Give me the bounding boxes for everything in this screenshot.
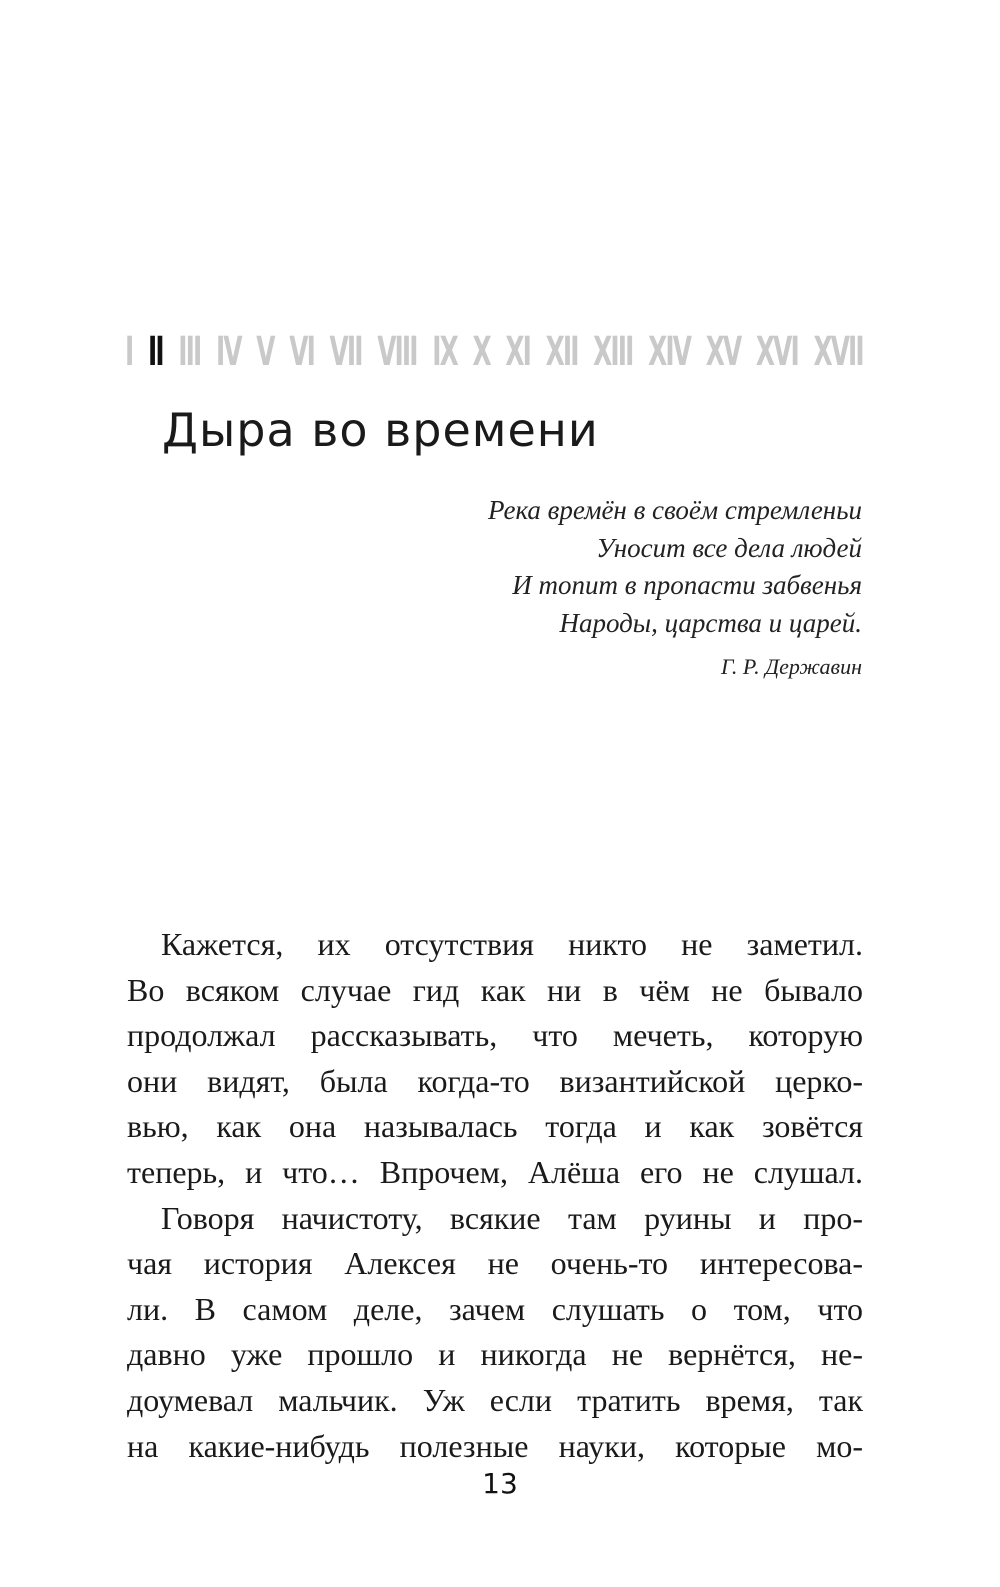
epigraph-line: Уносит все дела людей	[596, 532, 862, 563]
chapter-nav-item[interactable]: IX	[432, 329, 457, 375]
chapter-nav-item[interactable]: VIII	[377, 329, 417, 375]
text-line: вью, как она называлась тогда и как зовётся	[127, 1108, 863, 1145]
body-text	[127, 922, 863, 1469]
chapter-nav-item[interactable]: XII	[545, 329, 578, 375]
chapter-nav-item[interactable]: XVI	[755, 329, 798, 375]
epigraph-line: Река времён в своём стремленьи	[487, 495, 862, 525]
chapter-nav-item[interactable]: XV	[705, 329, 741, 375]
chapter-nav-item[interactable]: I	[125, 329, 133, 375]
chapter-nav-item[interactable]: XI	[505, 329, 530, 375]
chapter-nav-item[interactable]: IV	[216, 329, 241, 375]
text-line: Во всяком случае гид как ни в чём не бывало	[127, 971, 863, 1008]
text-line: давно уже прошло и никогда не вернётся, не-	[127, 1336, 863, 1373]
epigraph-attribution: Г. Р. Державин	[721, 654, 862, 679]
chapter-nav-item[interactable]: VII	[329, 329, 362, 375]
chapter-navigation	[125, 329, 863, 375]
page-number: 13	[482, 1467, 518, 1500]
chapter-nav-item[interactable]: XIV	[648, 329, 691, 375]
epigraph	[488, 492, 862, 642]
chapter-nav-item[interactable]: VI	[289, 329, 314, 375]
chapter-nav-item[interactable]: II	[147, 329, 163, 375]
text-line: на какие-нибудь полезные науки, которые мо-	[127, 1427, 863, 1464]
chapter-nav-item[interactable]: XVII	[813, 329, 863, 375]
text-line: чая история Алексея не очень-то интересова-	[127, 1245, 863, 1282]
chapter-nav-item[interactable]: V	[256, 329, 274, 375]
text-line: доумевал мальчик. Уж если тратить время, так	[127, 1381, 863, 1418]
epigraph-line: Народы, царства и царей.	[559, 607, 862, 638]
chapter-nav-item[interactable]: XIII	[593, 329, 633, 375]
text-line: они видят, была когда-то византийской церко-	[127, 1062, 863, 1099]
chapter-nav-item[interactable]: X	[472, 329, 490, 375]
text-line: теперь, и что… Впрочем, Алёша его не слушал.	[127, 1153, 863, 1190]
chapter-nav-item[interactable]: III	[178, 329, 201, 375]
text-line: ли. В самом деле, зачем слушать о том, что	[127, 1290, 863, 1327]
chapter-title: Дыра во времени	[162, 403, 599, 457]
text-line: Кажется, их отсутствия никто не заметил.	[161, 926, 863, 962]
text-line: продолжал рассказывать, что мечеть, которую	[127, 1017, 863, 1054]
epigraph-line: И топит в пропасти забвенья	[512, 570, 862, 600]
text-line: Говоря начистоту, всякие там руины и про-	[161, 1199, 863, 1236]
